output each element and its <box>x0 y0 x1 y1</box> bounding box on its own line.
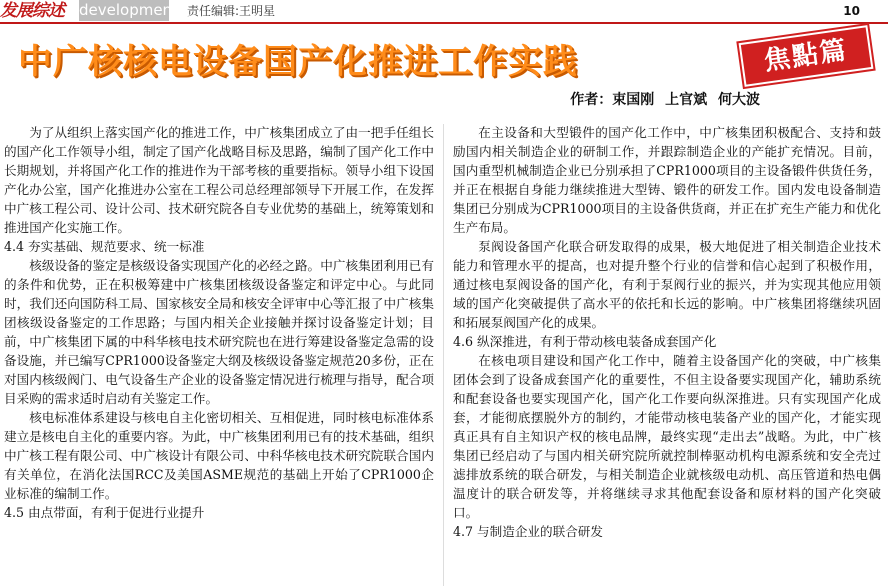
article-authors: 作者：束国刚 上官斌 何大波 <box>570 92 760 108</box>
subsection-heading: 4.7 与制造企业的联合研发 <box>453 524 603 539</box>
right-column <box>453 123 881 541</box>
paragraph: 核级设备的鉴定是核级设备实现国产化的必经之路。中广核集团利用已有的条件和优势，正在积极筹建中广核集团核级设备鉴定和评定中心。与此同时，我们还向国防科工局、国家核安全局和核安全评审中心等汇报了中广核集团核级设备鉴定的工作思路；与国内相关企业接触并探讨设备鉴定计划；目前，中广核集团下属的中科华核电技术研究院也在进行筹建设备鉴定急需的设备设施，并已编写CPR1000设备鉴定大纲及核级设备鉴定规范20多份，正在对国内核级阀门、电气设备生产企业的设备鉴定情况进行梳理与指导，配合项目采购的需求适时启动有关鉴定工作。 <box>4 258 434 406</box>
column-divider <box>443 124 444 586</box>
focus-badge: 焦點篇 <box>739 25 874 87</box>
section-title-english: development <box>79 1 178 19</box>
paragraph: 为了从组织上落实国产化的推进工作，中广核集团成立了由一把手任组长的国产化工作领导小组，制定了国产化战略目标及思路，编制了国产化工作中长期规划，并将国产化工作的推进作为干部考核的重要指标。领导小组下设国产化办公室，国产化推进办公室在工程公司总经理部领导下开展工作，在发挥中广核工程公司、设计公司、技术研究院各自专业优势的基础上，统筹策划和推进国产化实施工作。 <box>4 125 434 235</box>
article-title: 中广核核电设备国产化推进工作实践 <box>18 42 578 82</box>
editor-credit: 责任编辑:王明星 <box>187 4 276 18</box>
page-number: 10 <box>843 4 860 18</box>
paragraph: 在核电项目建设和国产化工作中，随着主设备国产化的突破，中广核集团体会到了设备成套国产化的重要性，不但主设备要实现国产化，辅助系统和配套设备也要实现国产化，国产化工作要向纵深推进。只有实现国产化成套，才能彻底摆脱外方的制约，才能带动核电装备产业的国产化，才能实现真正具有自主知识产权的核电品牌，最终实现“走出去”战略。为此，中广核集团已经启动了与国内相关研究院所就控制棒驱动机构电源系统和安全壳过滤排放系统的联合研发，与相关制造企业就核级电动机、高压管道和热电偶温度计的联合研发等，并将继续寻求其他配套设备和原材料的国产化突破口。 <box>453 353 881 520</box>
paragraph: 在主设备和大型锻件的国产化工作中，中广核集团积极配合、支持和鼓励国内相关制造企业的研制工作，并跟踪制造企业的产能扩充情况。目前，国内重型机械制造企业已分别承担了CPR1000项目的主设备锻件供货任务，并正在根据自身能力继续推进大型铸、锻件的研发工作。国内发电设备制造集团已分别成为CPR1000项目的主设备供货商，并正在扩充生产能力和优化生产布局。 <box>453 125 881 235</box>
left-column <box>4 123 434 522</box>
subsection-heading: 4.5 由点带面，有利于促进行业提升 <box>4 505 205 520</box>
subsection-heading: 4.6 纵深推进，有利于带动核电装备成套国产化 <box>453 334 717 349</box>
header-rule <box>0 22 888 24</box>
paragraph: 泵阀设备国产化联合研发取得的成果，极大地促进了相关制造企业技术能力和管理水平的提高，也对提升整个行业的信誉和信心起到了积极作用，通过核电泵阀设备的国产化，有利于泵阀行业的振兴，并为实现其他应用领域的国产化突破提供了高水平的依托和长远的影响。中广核集团将继续巩固和拓展泵阀国产化的成果。 <box>453 239 881 330</box>
paragraph: 核电标准体系建设与核电自主化密切相关、互相促进，同时核电标准体系建立是核电自主化的重要内容。为此，中广核集团利用已有的技术基础，组织中广核工程有限公司、中广核设计有限公司、中科华核电技术研究院联合国内有关单位，在消化法国RCC及美国ASME规范的基础上开始了CPR1000企业标准的编制工作。 <box>4 410 434 501</box>
page-header <box>0 0 888 22</box>
subsection-heading: 4.4 夯实基础、规范要求、统一标准 <box>4 239 205 254</box>
section-title: 发展综述 <box>0 1 64 21</box>
